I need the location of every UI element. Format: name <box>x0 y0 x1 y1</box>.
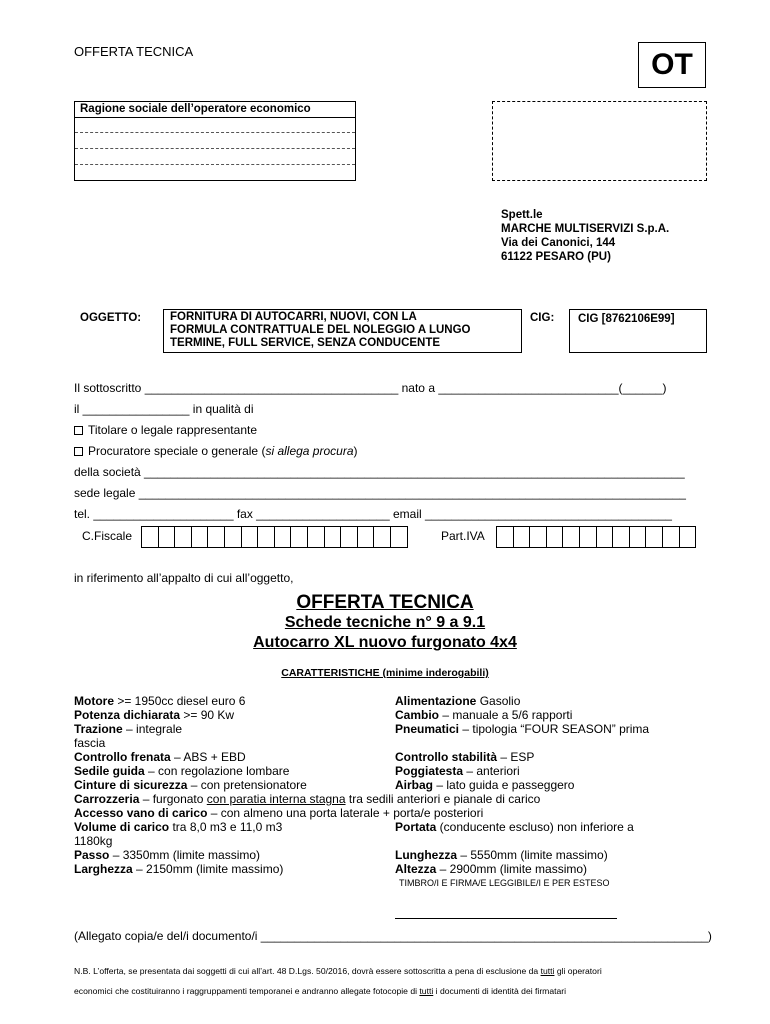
ot-badge: OT <box>638 42 706 88</box>
char-cell[interactable] <box>530 526 547 548</box>
ragione-line <box>75 164 355 165</box>
allegato-field[interactable]: (Allegato copia/e del/i documento/i ___________________________________________________________________) <box>74 929 712 943</box>
procuratore-option[interactable] <box>74 444 358 458</box>
char-cell[interactable] <box>159 526 176 548</box>
main-heading: OFFERTA TECNICA <box>296 592 474 613</box>
spec-frenata <box>74 750 246 764</box>
nb-text: economici che costituiranno i raggruppamenti temporanei e andranno allegate fotocopie di <box>74 986 420 996</box>
spec-cinture <box>74 778 307 792</box>
spec-key: Sedile guida <box>74 764 145 778</box>
char-cell[interactable] <box>547 526 564 548</box>
cfiscale-label: C.Fiscale <box>82 529 133 543</box>
spec-value: – integrale <box>122 722 183 736</box>
spec-key: Potenza dichiarata <box>74 708 181 722</box>
partiva-label: Part.IVA <box>441 529 485 543</box>
titolare-label: Titolare o legale rappresentante <box>88 423 257 437</box>
societa-field[interactable]: della società _________________________________________________________________________________ <box>74 465 685 479</box>
contatti-field[interactable]: tel. _____________________ fax ____________________ email _____________________________________ <box>74 507 672 521</box>
spec-key: Cambio <box>395 708 440 722</box>
spec-accesso <box>74 806 483 820</box>
cig-value: CIG [8762106E99] <box>578 313 675 325</box>
spec-key: Cinture di sicurezza <box>74 778 188 792</box>
ragione-divider <box>74 117 356 118</box>
signature-caption: TIMBRO/I E FIRMA/E LEGGIBILE/I E PER ESTESO <box>399 878 610 888</box>
spec-value: – 2900mm (limite massimo) <box>436 862 588 876</box>
procuratore-note: si allega procura <box>265 444 354 458</box>
spec-key: Altezza <box>395 862 437 876</box>
spec-pneumatici <box>395 722 649 736</box>
spec-value: – ESP <box>497 750 535 764</box>
procuratore-label: Procuratore speciale o generale ( <box>88 444 266 458</box>
spec-value: (conducente escluso) non inferiore a <box>436 820 634 834</box>
signature-line[interactable] <box>395 918 617 919</box>
spec-airbag <box>395 778 574 792</box>
spec-value: – lato guida e passeggero <box>433 778 575 792</box>
spec-value: – con pretensionatore <box>187 778 307 792</box>
char-cell[interactable] <box>497 526 514 548</box>
spec-passo <box>74 848 260 862</box>
spec-value: – manuale a 5/6 rapporti <box>439 708 573 722</box>
spec-value: – 5550mm (limite massimo) <box>457 848 608 862</box>
cfiscale-cells[interactable] <box>141 526 408 548</box>
cig-label: CIG: <box>530 312 555 324</box>
spec-potenza <box>74 708 234 722</box>
spec-volume <box>74 820 282 834</box>
riferimento-text: in riferimento all’appalto di cui all’oggetto, <box>74 571 294 585</box>
char-cell[interactable] <box>208 526 225 548</box>
spec-value: – 3350mm (limite massimo) <box>109 848 261 862</box>
char-cell[interactable] <box>308 526 325 548</box>
char-cell[interactable] <box>291 526 308 548</box>
char-cell[interactable] <box>580 526 597 548</box>
titolare-option[interactable] <box>74 423 257 437</box>
char-cell[interactable] <box>391 526 408 548</box>
nb-note-line1 <box>74 966 602 976</box>
spec-value: – tipologia “FOUR SEASON” prima <box>459 722 650 736</box>
spec-value: – furgonato <box>139 792 207 806</box>
oggetto-text-line: FORMULA CONTRATTUALE DEL NOLEGGIO A LUNGO <box>170 324 471 336</box>
address-street: Via dei Canonici, 144 <box>501 237 616 249</box>
spec-value: – 2150mm (limite massimo) <box>132 862 284 876</box>
spec-key: Lunghezza <box>395 848 457 862</box>
spec-portata-cont: 1180kg <box>74 834 113 848</box>
stamp-box <box>492 101 707 181</box>
spec-value: – con almeno una porta laterale + porta/e posteriori <box>207 806 484 820</box>
spec-value: tra sedili anteriori e pianale di carico <box>345 792 541 806</box>
oggetto-label: OGGETTO: <box>80 312 142 324</box>
char-cell[interactable] <box>225 526 242 548</box>
char-cell[interactable] <box>680 526 697 548</box>
spec-cambio <box>395 708 572 722</box>
spec-key: Pneumatici <box>395 722 460 736</box>
spec-pneumatici-cont: fascia <box>74 736 106 750</box>
spec-value: – anteriori <box>463 764 520 778</box>
spec-value: tra 8,0 m3 e 11,0 m3 <box>169 820 283 834</box>
vehicle-heading: Autocarro XL nuovo furgonato 4x4 <box>253 634 517 651</box>
char-cell[interactable] <box>358 526 375 548</box>
spec-lunghezza <box>395 848 608 862</box>
char-cell[interactable] <box>258 526 275 548</box>
spec-key: Motore <box>74 694 114 708</box>
char-cell[interactable] <box>175 526 192 548</box>
ragione-line <box>75 148 355 149</box>
spec-motore <box>74 694 245 708</box>
char-cell[interactable] <box>325 526 342 548</box>
spec-altezza <box>395 862 587 876</box>
spec-value: >= 90 Kw <box>180 708 235 722</box>
address-company: MARCHE MULTISERVIZI S.p.A. <box>501 223 670 235</box>
data-qualita-field[interactable]: il ________________ in qualità di <box>74 402 254 416</box>
partiva-cells[interactable] <box>496 526 696 548</box>
spec-key: Accesso vano di carico <box>74 806 208 820</box>
char-cell[interactable] <box>341 526 358 548</box>
spec-key: Larghezza <box>74 862 133 876</box>
spec-portata <box>395 820 634 834</box>
spec-poggiatesta <box>395 764 520 778</box>
char-cell[interactable] <box>597 526 614 548</box>
spec-larghezza <box>74 862 283 876</box>
spec-value: Gasolio <box>476 694 521 708</box>
spec-key: Poggiatesta <box>395 764 464 778</box>
nb-emphasis: tutti <box>419 986 434 996</box>
ragione-line <box>75 132 355 133</box>
oggetto-text-line: FORNITURA DI AUTOCARRI, NUOVI, CON LA <box>170 311 417 323</box>
char-cell[interactable] <box>242 526 259 548</box>
oggetto-text-line: TERMINE, FULL SERVICE, SENZA CONDUCENTE <box>170 337 441 349</box>
spec-value: >= 1950cc diesel euro 6 <box>114 694 246 708</box>
sede-legale-field[interactable]: sede legale __________________________________________________________________________________ <box>74 486 686 500</box>
char-cell[interactable] <box>275 526 292 548</box>
spec-key: Alimentazione <box>395 694 477 708</box>
char-cell[interactable] <box>142 526 159 548</box>
procuratore-close: ) <box>353 444 358 458</box>
spec-key: Carrozzeria <box>74 792 140 806</box>
spec-key: Passo <box>74 848 110 862</box>
spec-key: Portata <box>395 820 437 834</box>
char-cell[interactable] <box>192 526 209 548</box>
char-cell[interactable] <box>374 526 391 548</box>
procuratore-checkbox[interactable] <box>74 447 83 456</box>
caratteristiche-heading: CARATTERISTICHE (minime inderogabili) <box>281 667 489 679</box>
spec-trazione <box>74 722 182 736</box>
char-cell[interactable] <box>514 526 531 548</box>
spec-key: Trazione <box>74 722 123 736</box>
oggetto-box <box>163 309 522 353</box>
char-cell[interactable] <box>613 526 630 548</box>
titolare-checkbox[interactable] <box>74 426 83 435</box>
char-cell[interactable] <box>663 526 680 548</box>
spec-carrozzeria <box>74 792 540 806</box>
nb-text: i documenti di identità dei firmatari <box>433 986 567 996</box>
spec-value: – con regolazione lombare <box>144 764 290 778</box>
address-salutation: Spett.le <box>501 209 543 221</box>
document-title: OFFERTA TECNICA <box>74 44 194 59</box>
spec-value: – ABS + EBD <box>170 750 246 764</box>
nb-text: N.B. L’offerta, se presentata dai soggetti di cui all’art. 48 D.Lgs. 50/2016, dovrà essere sottoscritta a pena di esclusione da <box>74 966 541 976</box>
spec-key: Controllo stabilità <box>395 750 497 764</box>
spec-value-underlined: con paratia interna stagna <box>206 792 346 806</box>
spec-key: Airbag <box>395 778 434 792</box>
spec-sedile <box>74 764 289 778</box>
nb-text: gli operatori <box>554 966 602 976</box>
char-cell[interactable] <box>563 526 580 548</box>
address-city: 61122 PESARO (PU) <box>501 251 611 263</box>
spec-alimentazione <box>395 694 520 708</box>
nb-note-line2 <box>74 986 566 996</box>
char-cell[interactable] <box>646 526 663 548</box>
nb-emphasis: tutti <box>540 966 555 976</box>
cig-box <box>569 309 707 353</box>
schede-heading: Schede tecniche n° 9 a 9.1 <box>284 614 486 631</box>
ragione-sociale-label: Ragione sociale dell’operatore economico <box>80 103 311 115</box>
spec-stabilita <box>395 750 534 764</box>
sottoscritto-field[interactable]: Il sottoscritto ______________________________________ nato a ___________________________(______) <box>74 381 667 395</box>
spec-key: Controllo frenata <box>74 750 171 764</box>
spec-key: Volume di carico <box>74 820 170 834</box>
char-cell[interactable] <box>630 526 647 548</box>
